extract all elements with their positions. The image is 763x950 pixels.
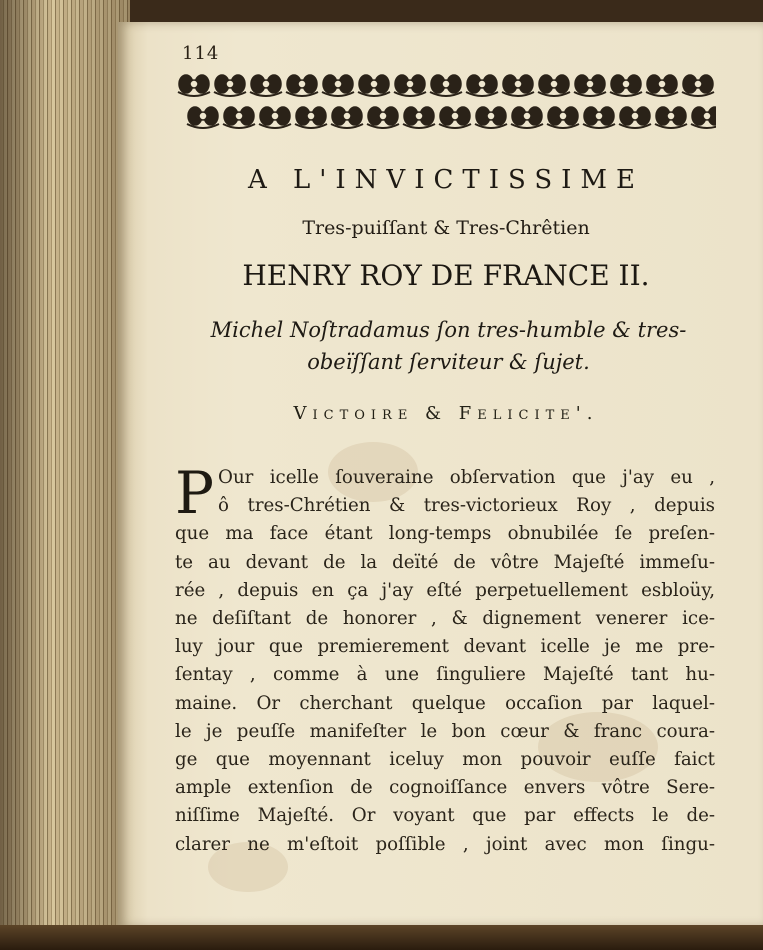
body-text xyxy=(175,459,715,859)
fleuron-icon xyxy=(367,107,399,128)
fleuron-icon xyxy=(295,107,327,128)
text-line: ô tres-Chrétien & tres-victorieux Roy , depuis xyxy=(218,495,715,517)
fleuron-icon xyxy=(178,75,210,96)
page-edge-stack xyxy=(0,0,130,950)
fleuron-icon xyxy=(439,107,471,128)
text-line: ſentay , comme à une ſinguliere Majeſté tant hu- xyxy=(175,664,715,686)
fleuron-icon xyxy=(358,75,390,96)
heading-king: HENRY ROY DE FRANCE II. xyxy=(242,259,650,292)
fleuron-icon xyxy=(682,75,714,96)
text-line: que ma face étant long-temps obnubilée ſe preſen- xyxy=(175,523,715,545)
fleuron-icon xyxy=(322,75,354,96)
fleuron-icon xyxy=(475,107,507,128)
dedication-line: Michel Noſtradamus ſon tres-humble & tres- xyxy=(210,318,687,342)
fleuron-icon xyxy=(466,75,498,96)
text-line: rée , depuis en ça j'ay eſté perpetuellement esbloüy, xyxy=(175,579,715,601)
fleuron-icon xyxy=(655,107,687,128)
fleuron-icon xyxy=(619,107,651,128)
text-line: te au devant de la deïté de vôtre Majeſté immeſu- xyxy=(175,551,715,573)
text-line: ne deſiſtant de honorer , & dignement venerer ice- xyxy=(175,608,715,630)
text-line: maine. Or cherchant quelque occaſion par laquel- xyxy=(175,692,715,714)
fleuron-icon xyxy=(691,107,716,128)
fleuron-icon xyxy=(583,107,615,128)
text-line: niſſime Majeſté. Or voyant que par effects le de- xyxy=(175,805,715,827)
fleuron-icon xyxy=(331,107,363,128)
text-line: le je peuſſe manifeſter le bon cœur & franc coura- xyxy=(175,720,715,742)
fleuron-icon xyxy=(502,75,534,96)
ornament-band-top xyxy=(176,70,716,98)
fleuron-icon xyxy=(547,107,579,128)
text-line: ge que moyennant iceluy mon pouvoir euſſe faict xyxy=(175,749,715,771)
text-line: luy jour que premierement devant icelle je me pre- xyxy=(175,636,715,658)
heading-subtitle: Tres-puiſſant & Tres-Chrêtien xyxy=(302,217,590,239)
text-line: Our icelle ſouveraine obſervation que j'ay eu , xyxy=(218,467,715,488)
fleuron-icon xyxy=(214,75,246,96)
fleuron-icon xyxy=(646,75,678,96)
page-number: 114 xyxy=(182,43,220,64)
greeting: Victoire & Felicite'. xyxy=(293,403,599,424)
fleuron-icon xyxy=(250,75,282,96)
fleuron-icon xyxy=(187,107,219,128)
fleuron-icon xyxy=(394,75,426,96)
fleuron-icon xyxy=(223,107,255,128)
dedication-line: obeïſſant ſerviteur & ſujet. xyxy=(307,350,590,374)
heading-title: A L'INVICTISSIME xyxy=(247,165,645,195)
fleuron-icon xyxy=(286,75,318,96)
fleuron-icon xyxy=(574,75,606,96)
fleuron-icon xyxy=(511,107,543,128)
text-line: ample extenſion de cognoiſſance envers vôtre Sere- xyxy=(175,777,715,799)
fleuron-icon xyxy=(259,107,291,128)
fleuron-icon xyxy=(538,75,570,96)
text-line: clarer ne m'eſtoit poſſible , joint avec mon ſingu- xyxy=(175,833,715,855)
fleuron-icon xyxy=(610,75,642,96)
fleuron-icon xyxy=(430,75,462,96)
ornament-band-bottom xyxy=(176,102,716,130)
fleuron-icon xyxy=(403,107,435,128)
drop-cap: P xyxy=(175,459,215,527)
dedication xyxy=(176,314,721,378)
bottom-shadow xyxy=(0,925,763,950)
